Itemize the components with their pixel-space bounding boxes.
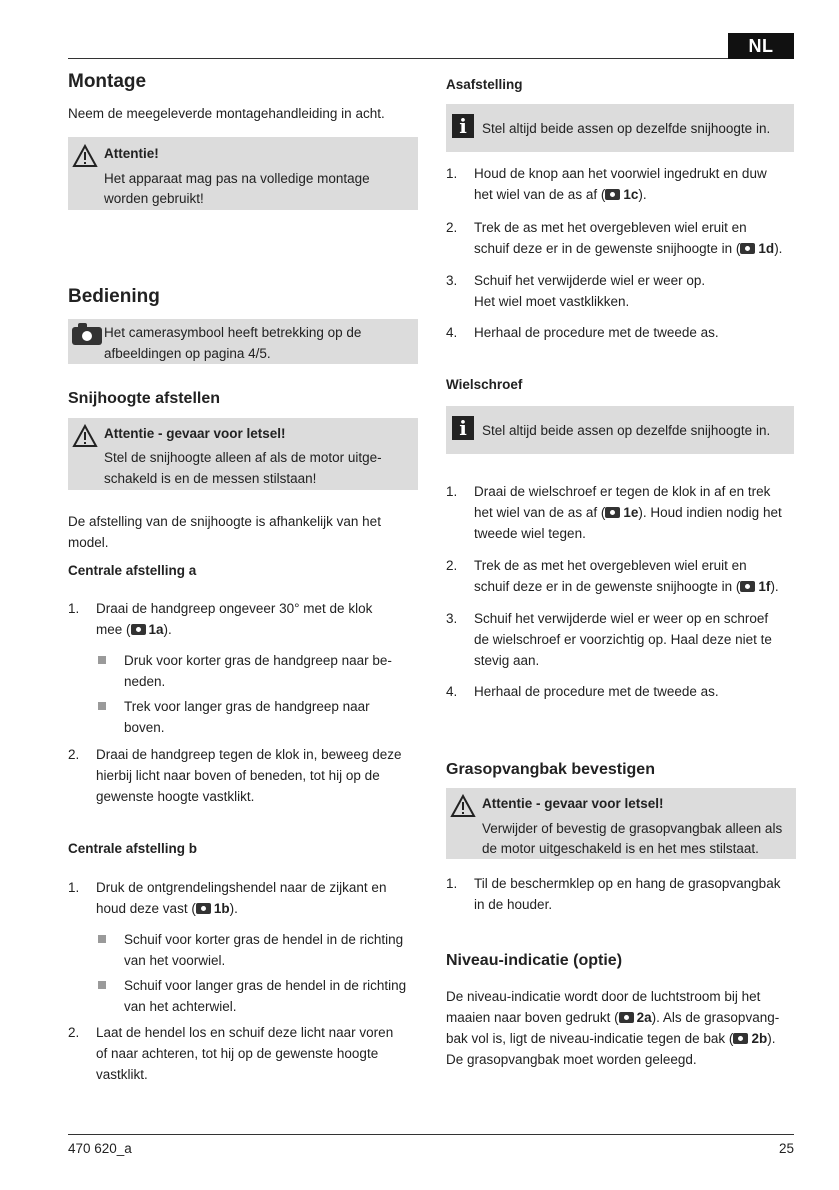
text-fragment: ). Als de grasopvang-	[651, 1010, 780, 1025]
camera-note-box	[68, 319, 418, 364]
list-item	[446, 608, 796, 674]
bullet-text-line: boven.	[124, 720, 165, 735]
camera-icon	[605, 507, 620, 518]
text-fragment: ).	[767, 1031, 776, 1046]
bullet-item	[96, 975, 418, 1019]
camera-icon	[72, 327, 102, 345]
list-item	[68, 744, 418, 810]
bullet-item	[96, 929, 418, 973]
list-number: 1.	[446, 166, 458, 181]
bullet-text-line: Trek voor langer gras de handgreep naar	[124, 699, 370, 714]
list-text-line: gewenste hoogte vastklikt.	[96, 789, 255, 804]
list-text-line	[96, 619, 418, 640]
list-number: 3.	[446, 273, 458, 288]
bullet-text-line: Schuif voor korter gras de hendel in de richting	[124, 932, 404, 947]
list-text-line: of naar achteren, tot hij op de gewenste hoogte	[96, 1046, 379, 1061]
list-number: 1.	[446, 484, 458, 499]
list-text	[474, 481, 796, 544]
list-text-line: Het wiel moet vastklikken.	[474, 294, 630, 309]
niveau-paragraph	[446, 986, 796, 1074]
list-text-line: Houd de knop aan het voorwiel ingedrukt en duw	[474, 166, 767, 181]
info-icon: i	[452, 114, 474, 138]
list-item	[446, 217, 796, 261]
list-text-line: Herhaal de procedure met de tweede as.	[474, 325, 719, 340]
page-number: 25	[778, 1141, 794, 1156]
text-fragment: schuif deze er in de gewenste snijhoogte in (	[474, 579, 741, 594]
list-text	[96, 877, 418, 919]
camera-icon	[605, 189, 620, 200]
text-fragment: ). Houd indien nodig het	[638, 505, 782, 520]
list-text-line: Laat de hendel los en schuif deze licht naar voren	[96, 1025, 394, 1040]
list-number: 2.	[68, 1025, 80, 1040]
list-text-line	[474, 576, 796, 597]
snijhoogte-intro-line: De afstelling van de snijhoogte is afhankelijk van het	[68, 514, 381, 529]
montage-warning-box	[68, 137, 418, 210]
language-badge: NL	[728, 33, 794, 59]
list-item	[68, 598, 418, 642]
list-number: 1.	[446, 876, 458, 891]
section-title-niveau-indicatie: Niveau-indicatie (optie)	[446, 952, 623, 969]
camera-note-line: Het camerasymbool heeft betrekking op de	[104, 325, 362, 340]
bullet-text-line: van het voorwiel.	[124, 953, 226, 968]
text-fragment: bak vol is, ligt de niveau-indicatie tegen de bak (	[446, 1031, 734, 1046]
list-item	[446, 322, 796, 344]
bullet-item	[96, 650, 418, 694]
bullet-item	[96, 696, 418, 740]
list-item	[68, 1022, 418, 1088]
section-title-grasopvangbak: Grasopvangbak bevestigen	[446, 761, 655, 778]
warning-text-line: Stel de snijhoogte alleen af als de motor uitge-	[104, 450, 382, 465]
list-text-line	[474, 238, 796, 259]
list-text-line	[474, 184, 796, 205]
figure-reference: 1b	[213, 901, 230, 916]
list-text	[474, 873, 796, 915]
list-text-line: hierbij licht naar boven of beneden, tot hij op de	[96, 768, 380, 783]
camera-icon	[619, 1012, 634, 1023]
list-number: 2.	[446, 558, 458, 573]
figure-reference: 1e	[623, 505, 639, 520]
warning-triangle-icon	[450, 794, 476, 818]
list-text	[474, 608, 796, 671]
grasopvangbak-warning-box	[446, 788, 796, 859]
square-bullet-icon	[98, 656, 106, 664]
list-text	[474, 322, 796, 343]
list-text-line: Herhaal de procedure met de tweede as.	[474, 684, 719, 699]
warning-title: Attentie!	[104, 146, 159, 161]
warning-text-line: worden gebruikt!	[104, 191, 204, 206]
text-fragment: schuif deze er in de gewenste snijhoogte in (	[474, 241, 741, 256]
square-bullet-icon	[98, 981, 106, 989]
text-fragment: het wiel van de as af (	[474, 505, 606, 520]
montage-intro: Neem de meegeleverde montagehandleiding in acht.	[68, 106, 385, 121]
bullet-text-line: Druk voor korter gras de handgreep naar be-	[124, 653, 392, 668]
list-text-line	[474, 502, 796, 523]
header-rule	[68, 58, 732, 59]
bullet-text-line: van het achterwiel.	[124, 999, 237, 1014]
list-text-line: Draai de handgreep ongeveer 30° met de klok	[96, 601, 373, 616]
section-title-bediening: Bediening	[68, 286, 160, 307]
text-fragment: ).	[229, 901, 238, 916]
list-text	[96, 744, 418, 807]
figure-reference: 2b	[751, 1031, 768, 1046]
figure-reference: 1c	[623, 187, 639, 202]
warning-triangle-icon	[72, 144, 98, 168]
list-text	[96, 598, 418, 640]
text-fragment: mee (	[96, 622, 131, 637]
camera-icon	[740, 581, 755, 592]
subsection-title-wielschroef: Wielschroef	[446, 377, 523, 392]
wielschroef-info-box	[446, 406, 794, 454]
list-text-line: vastklikt.	[96, 1067, 148, 1082]
list-text-line: Schuif het verwijderde wiel er weer op.	[474, 273, 706, 288]
list-text-line: stevig aan.	[474, 653, 540, 668]
camera-icon	[733, 1033, 748, 1044]
list-text	[474, 681, 796, 702]
list-text-line: de wielschroef er voorzichtig op. Haal deze niet te	[474, 632, 772, 647]
list-number: 1.	[68, 880, 80, 895]
footer-rule	[68, 1134, 794, 1135]
list-text-line: tweede wiel tegen.	[474, 526, 586, 541]
asafstelling-info-box	[446, 104, 794, 152]
warning-text-line: de motor uitgeschakeld is en het mes stilstaat.	[482, 841, 759, 856]
list-text	[96, 1022, 418, 1085]
list-number: 3.	[446, 611, 458, 626]
list-text-line: Trek de as met het overgebleven wiel eruit en	[474, 220, 747, 235]
list-text-line: Draai de handgreep tegen de klok in, beweeg deze	[96, 747, 402, 762]
paragraph-line	[446, 1028, 796, 1049]
list-item	[68, 877, 418, 921]
figure-reference: 1a	[148, 622, 164, 637]
list-item	[446, 270, 796, 314]
paragraph-line: De grasopvangbak moet worden geleegd.	[446, 1052, 697, 1067]
list-text	[474, 217, 796, 259]
camera-icon	[196, 903, 211, 914]
paragraph-line	[446, 1007, 796, 1028]
list-text-line: Til de beschermklep op en hang de grasopvangbak	[474, 876, 781, 891]
list-number: 1.	[68, 601, 80, 616]
list-item	[446, 681, 796, 703]
list-text	[474, 270, 796, 312]
bullet-text-line: neden.	[124, 674, 166, 689]
text-fragment: het wiel van de as af (	[474, 187, 606, 202]
text-fragment: maaien naar boven gedrukt (	[446, 1010, 619, 1025]
info-text: Stel altijd beide assen op dezelfde snijhoogte in.	[482, 121, 771, 136]
text-fragment: ).	[638, 187, 647, 202]
list-text	[474, 163, 796, 205]
warning-title: Attentie - gevaar voor letsel!	[482, 796, 664, 811]
figure-reference: 1d	[758, 241, 775, 256]
document-number: 470 620_a	[68, 1141, 132, 1156]
list-item	[446, 555, 796, 599]
square-bullet-icon	[98, 702, 106, 710]
list-number: 4.	[446, 325, 458, 340]
info-text: Stel altijd beide assen op dezelfde snijhoogte in.	[482, 423, 771, 438]
subsection-title-centrale-a: Centrale afstelling a	[68, 563, 197, 578]
paragraph-line: De niveau-indicatie wordt door de luchtstroom bij het	[446, 989, 761, 1004]
bullet-text-line: Schuif voor langer gras de hendel in de richting	[124, 978, 407, 993]
list-item	[446, 481, 796, 547]
list-text-line: Trek de as met het overgebleven wiel eruit en	[474, 558, 747, 573]
text-fragment: houd deze vast (	[96, 901, 196, 916]
snijhoogte-intro-line: model.	[68, 535, 109, 550]
text-fragment: ).	[774, 241, 783, 256]
figure-reference: 2a	[636, 1010, 652, 1025]
section-title-snijhoogte: Snijhoogte afstellen	[68, 390, 221, 407]
list-number: 4.	[446, 684, 458, 699]
section-title-montage: Montage	[68, 71, 147, 92]
warning-text-line: Het apparaat mag pas na volledige montage	[104, 171, 370, 186]
list-text-line: Schuif het verwijderde wiel er weer op en schroef	[474, 611, 769, 626]
list-text	[474, 555, 796, 597]
warning-text-line: Verwijder of bevestig de grasopvangbak alleen als	[482, 821, 783, 836]
list-item	[446, 873, 796, 917]
text-fragment: ).	[163, 622, 172, 637]
camera-icon	[740, 243, 755, 254]
warning-title: Attentie - gevaar voor letsel!	[104, 426, 286, 441]
figure-reference: 1f	[758, 579, 771, 594]
warning-text-line: schakeld is en de messen stilstaan!	[104, 471, 317, 486]
list-number: 2.	[446, 220, 458, 235]
list-number: 2.	[68, 747, 80, 762]
subsection-title-centrale-b: Centrale afstelling b	[68, 841, 198, 856]
list-item	[446, 163, 796, 207]
warning-triangle-icon	[72, 424, 98, 448]
list-text-line	[96, 898, 418, 919]
snijhoogte-warning-box	[68, 418, 418, 490]
info-icon: i	[452, 416, 474, 440]
subsection-title-asafstelling: Asafstelling	[446, 77, 523, 92]
square-bullet-icon	[98, 935, 106, 943]
list-text-line: in de houder.	[474, 897, 553, 912]
camera-icon	[131, 624, 146, 635]
text-fragment: ).	[770, 579, 779, 594]
list-text-line: Druk de ontgrendelingshendel naar de zijkant en	[96, 880, 387, 895]
camera-note-line: afbeeldingen op pagina 4/5.	[104, 346, 271, 361]
list-text-line: Draai de wielschroef er tegen de klok in af en trek	[474, 484, 771, 499]
